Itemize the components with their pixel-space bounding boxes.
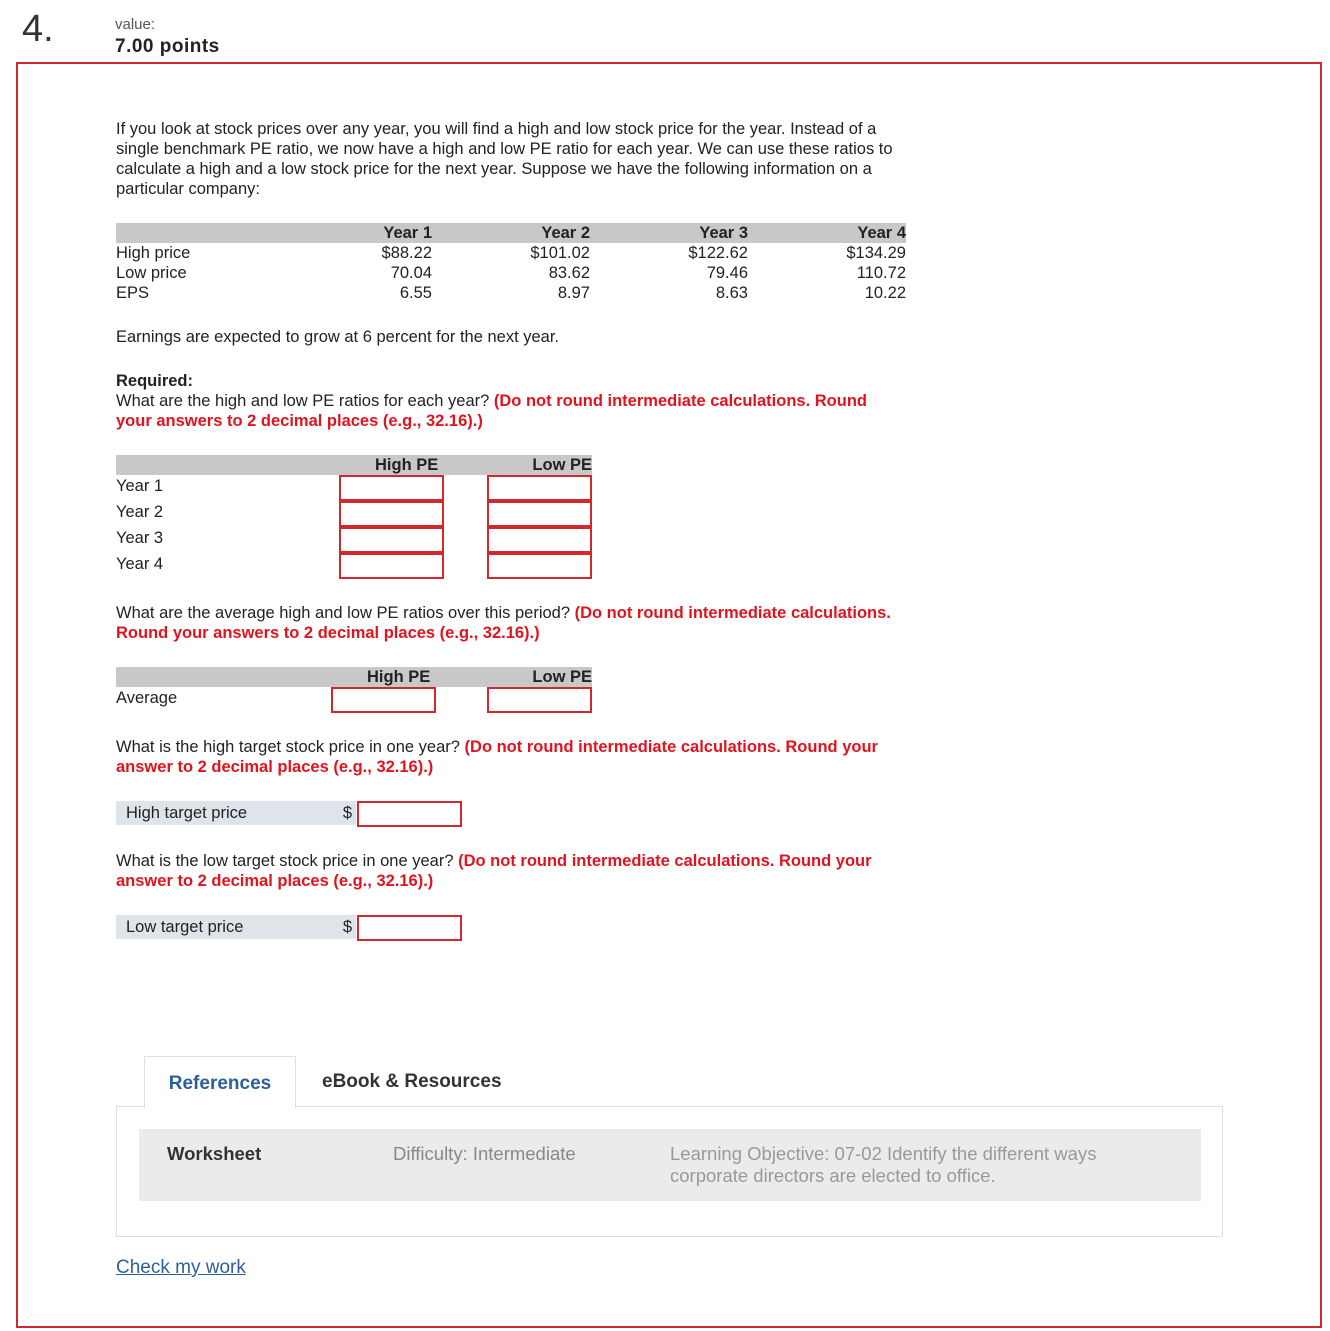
- pe-row-label: Year 1: [116, 477, 164, 495]
- column-header: Year 4: [857, 224, 906, 242]
- answer-field[interactable]: [333, 689, 434, 711]
- table-cell: $122.62: [688, 244, 748, 262]
- avg-low-pe-header: Low PE: [532, 668, 592, 686]
- currency-symbol: $: [342, 804, 352, 822]
- table-header-row: [116, 223, 906, 243]
- answer-field[interactable]: [341, 555, 442, 577]
- question-2: [116, 603, 891, 643]
- tab-references[interactable]: References: [144, 1056, 296, 1108]
- avg-table-header: [116, 667, 592, 687]
- row-label: High price: [116, 244, 191, 262]
- high-pe-header: High PE: [375, 456, 439, 474]
- table-cell: 8.63: [715, 284, 748, 302]
- question-1-instruction: your answers to 2 decimal places (e.g., 32.16).): [116, 412, 483, 430]
- table-cell: 110.72: [856, 264, 906, 282]
- question-3-instruction: answer to 2 decimal places (e.g., 32.16).): [116, 758, 434, 776]
- table-row: [116, 283, 906, 303]
- intro-paragraph: [116, 119, 893, 199]
- pe-table-header: [116, 455, 592, 475]
- average-row-label: Average: [116, 689, 178, 707]
- learning-objective: [670, 1143, 1170, 1187]
- column-header: Year 3: [699, 224, 748, 242]
- question-4-instruction: answer to 2 decimal places (e.g., 32.16).): [116, 872, 434, 890]
- column-header: Year 1: [383, 224, 432, 242]
- low-pe-year4-input[interactable]: [487, 553, 592, 579]
- learning-objective-line: Learning Objective: 07-02 Identify the different ways: [670, 1143, 1097, 1164]
- pe-row-label: Year 2: [116, 503, 164, 521]
- average-high-pe-input[interactable]: [331, 687, 436, 713]
- high-pe-year4-input[interactable]: [339, 553, 444, 579]
- stock-data-table: [116, 223, 906, 303]
- intro-line: calculate a high and a low stock price for the next year. Suppose we have the following information on a: [116, 160, 872, 178]
- answer-field[interactable]: [489, 555, 590, 577]
- question-2-instruction: (Do not round intermediate calculations.: [574, 604, 891, 622]
- intro-line: particular company:: [116, 180, 260, 198]
- high-target-price-label: High target price: [126, 804, 248, 822]
- table-cell: 83.62: [548, 264, 590, 282]
- tab-ebook-resources[interactable]: eBook & Resources: [322, 1071, 502, 1092]
- answer-field[interactable]: [341, 503, 442, 525]
- question-3: [116, 737, 878, 777]
- high-pe-year1-input[interactable]: [339, 475, 444, 501]
- question-3-instruction: (Do not round intermediate calculations. Round your: [464, 738, 878, 756]
- low-pe-header: Low PE: [532, 456, 592, 474]
- answer-field[interactable]: [341, 477, 442, 499]
- question-4: [116, 851, 872, 891]
- low-target-price-label: Low target price: [126, 918, 244, 936]
- low-pe-year2-input[interactable]: [487, 501, 592, 527]
- average-low-pe-input[interactable]: [487, 687, 592, 713]
- answer-field[interactable]: [359, 917, 460, 939]
- required-section: [116, 371, 867, 431]
- question-number: 4.: [22, 8, 54, 50]
- answer-field[interactable]: [359, 803, 460, 825]
- answer-field[interactable]: [489, 529, 590, 551]
- table-cell: 10.22: [864, 284, 906, 302]
- table-row: [116, 263, 906, 283]
- table-cell: 8.97: [557, 284, 590, 302]
- question-3-text: What is the high target stock price in one year?: [116, 738, 460, 756]
- high-target-price-row: [116, 801, 356, 825]
- required-heading: Required:: [116, 372, 194, 390]
- worksheet-label: Worksheet: [167, 1143, 262, 1164]
- question-1-instruction: (Do not round intermediate calculations. Round: [493, 392, 867, 410]
- answer-field[interactable]: [489, 477, 590, 499]
- table-cell: $101.02: [530, 244, 590, 262]
- question-4-instruction: (Do not round intermediate calculations. Round your: [458, 852, 872, 870]
- currency-symbol: $: [342, 918, 352, 936]
- low-pe-year3-input[interactable]: [487, 527, 592, 553]
- table-cell: $134.29: [846, 244, 906, 262]
- column-header: Year 2: [541, 224, 590, 242]
- low-pe-year1-input[interactable]: [487, 475, 592, 501]
- row-label: EPS: [116, 284, 150, 302]
- pe-row-label: Year 3: [116, 529, 164, 547]
- points-value: 7.00 points: [115, 36, 220, 57]
- check-my-work-link[interactable]: Check my work: [116, 1257, 246, 1278]
- question-2-text: What are the average high and low PE ratios over this period?: [116, 604, 571, 622]
- high-target-price-input[interactable]: [357, 801, 462, 827]
- question-1: [116, 391, 867, 411]
- table-cell: 6.55: [399, 284, 432, 302]
- answer-field[interactable]: [489, 503, 590, 525]
- avg-high-pe-header: High PE: [367, 668, 431, 686]
- answer-field[interactable]: [489, 689, 590, 711]
- row-label: Low price: [116, 264, 187, 282]
- question-4-text: What is the low target stock price in one year?: [116, 852, 454, 870]
- question-1-text: What are the high and low PE ratios for each year?: [116, 392, 490, 410]
- intro-line: single benchmark PE ratio, we now have a high and low PE ratio for each year. We can use these ratios to: [116, 140, 893, 158]
- high-pe-year2-input[interactable]: [339, 501, 444, 527]
- table-row: [116, 243, 906, 263]
- table-cell: $88.22: [381, 244, 432, 262]
- pe-row-label: Year 4: [116, 555, 164, 573]
- low-target-price-input[interactable]: [357, 915, 462, 941]
- low-target-price-row: [116, 915, 356, 939]
- question-2-instruction: Round your answers to 2 decimal places (e.g., 32.16).): [116, 624, 540, 642]
- value-label: value:: [115, 16, 156, 33]
- answer-field[interactable]: [341, 529, 442, 551]
- table-cell: 79.46: [706, 264, 748, 282]
- table-cell: 70.04: [390, 264, 432, 282]
- learning-objective-line: corporate directors are elected to office.: [670, 1165, 996, 1186]
- intro-line: If you look at stock prices over any year, you will find a high and low stock price for the year. Instead of a: [116, 120, 877, 138]
- high-pe-year3-input[interactable]: [339, 527, 444, 553]
- difficulty-label: Difficulty: Intermediate: [393, 1143, 576, 1164]
- growth-text: Earnings are expected to grow at 6 percent for the next year.: [116, 328, 560, 346]
